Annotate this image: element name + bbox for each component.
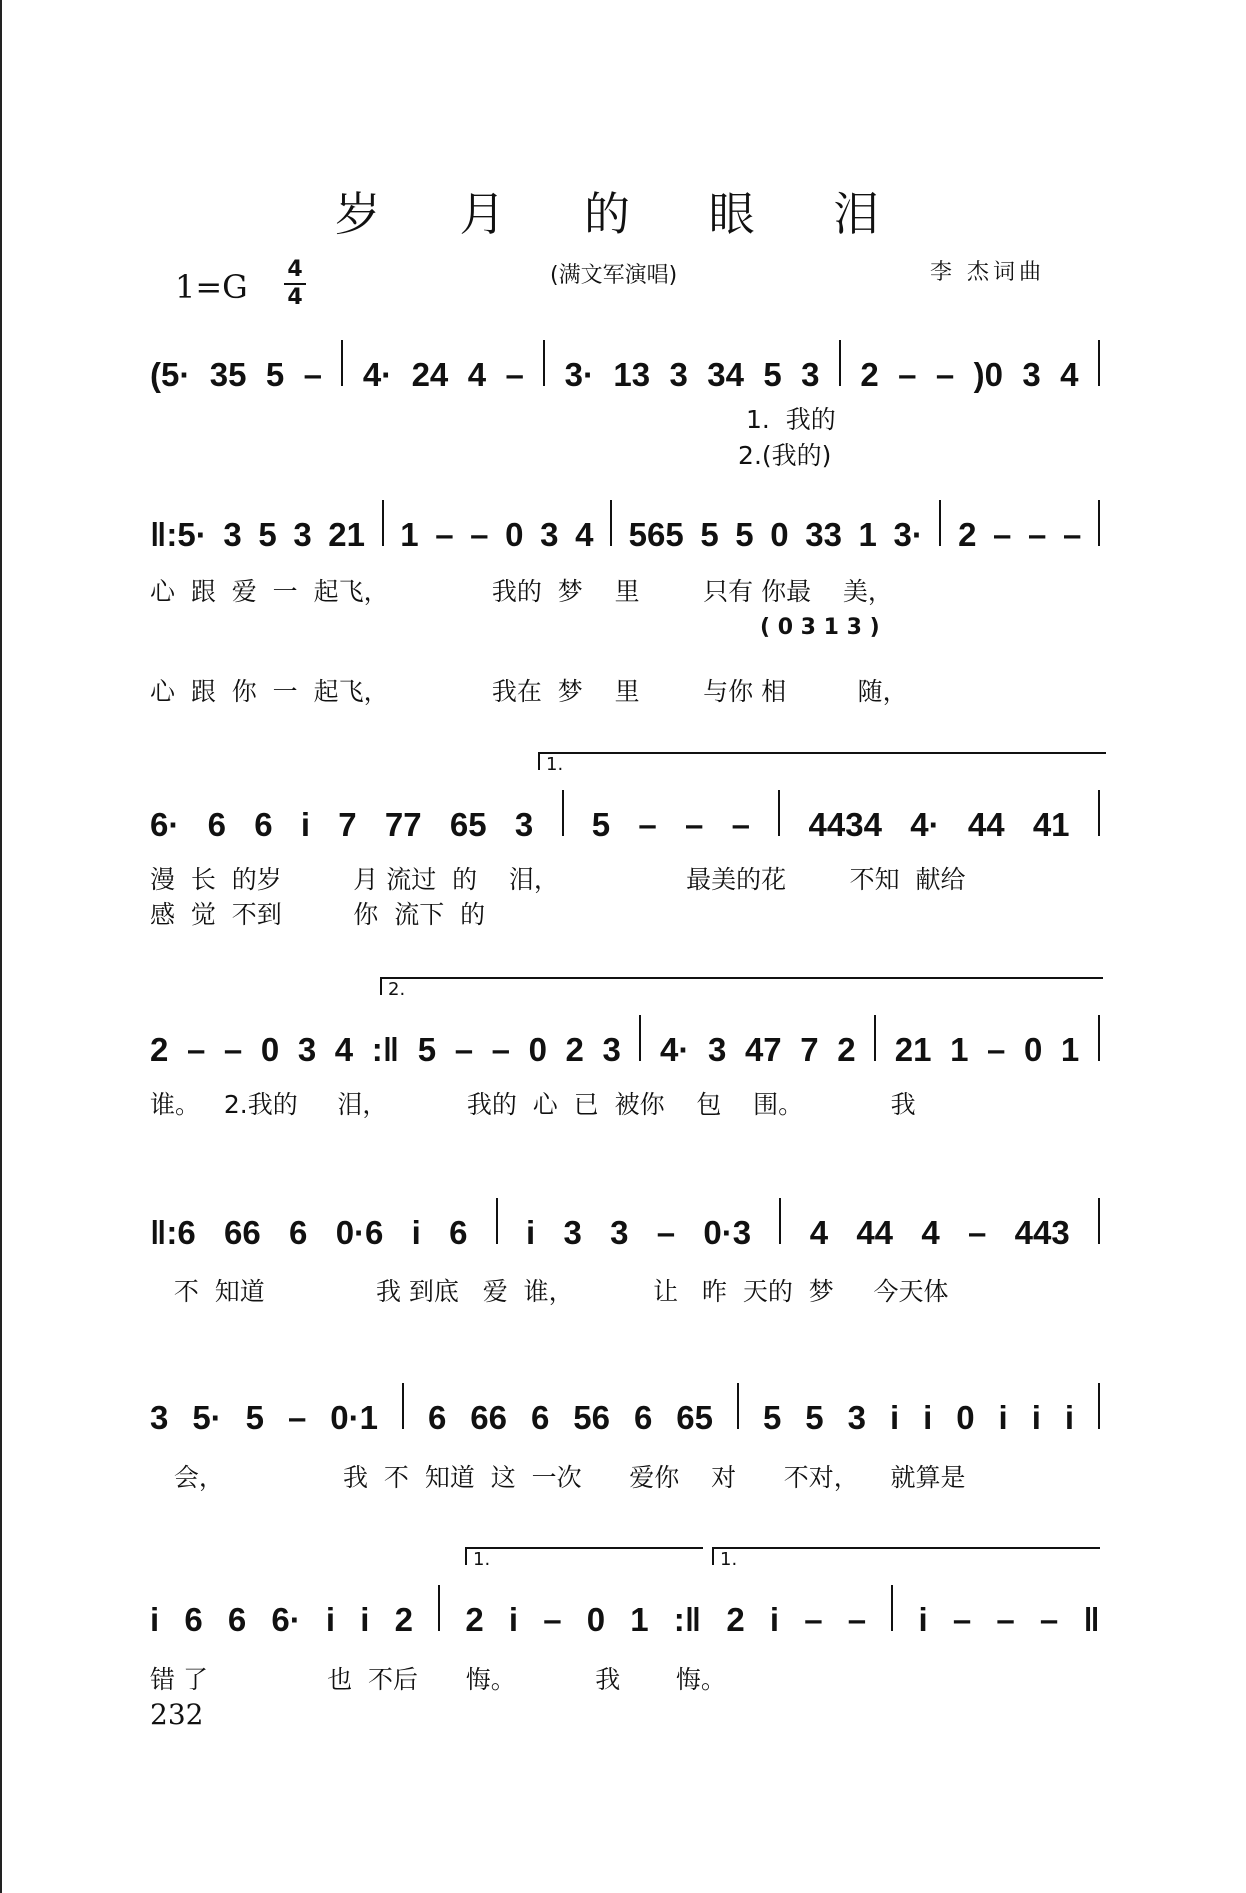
note: i [508, 1601, 519, 1638]
note: 5 [762, 1399, 782, 1436]
note: 6 [427, 1399, 447, 1436]
note: 1 [1060, 1031, 1080, 1068]
note: :‖ [371, 1031, 400, 1068]
barline [1098, 1015, 1100, 1061]
note: i [150, 1601, 160, 1638]
note: 35 [209, 356, 247, 393]
note: i [998, 1399, 1008, 1436]
note: – [491, 1031, 510, 1068]
note: i [300, 806, 311, 843]
note: – [505, 356, 524, 393]
staff-line [150, 1198, 1100, 1252]
barline [1098, 1198, 1100, 1244]
note: 77 [384, 806, 422, 843]
staff-line [150, 500, 1100, 554]
note: 0 [770, 516, 789, 553]
note: – [435, 516, 454, 553]
note: 56 [573, 1399, 610, 1436]
note: 1 [400, 516, 419, 553]
note: 6 [449, 1214, 468, 1251]
note: 0 [505, 516, 524, 553]
note: 6 [530, 1399, 550, 1436]
note: – [731, 806, 751, 843]
note: 4 [334, 1031, 354, 1068]
note: 3 [223, 516, 242, 553]
note: (5· [150, 356, 191, 393]
note: 5 [265, 356, 285, 393]
note: i [918, 1601, 928, 1638]
note: 3 [563, 1214, 582, 1251]
note: 0 [956, 1399, 975, 1436]
volta-bracket: 1. [465, 1547, 703, 1565]
barline [1098, 340, 1100, 386]
note: 565 [628, 516, 684, 553]
note: 4· [660, 1031, 690, 1068]
note: ‖:6 [150, 1214, 196, 1251]
note: – [685, 806, 704, 843]
meter-top: 4 [287, 257, 303, 282]
barline [1098, 500, 1100, 546]
note: 5 [591, 806, 611, 843]
note: 4 [809, 1214, 829, 1251]
barline [610, 500, 612, 546]
note: 1 [858, 516, 877, 553]
author-credit: 李 杰词曲 [930, 260, 1045, 285]
note: 3 [707, 1031, 727, 1068]
note: 0·1 [330, 1399, 378, 1436]
note: 6· [271, 1601, 301, 1638]
note: 0 [1023, 1031, 1043, 1068]
note: 2 [860, 356, 879, 393]
barline [341, 340, 343, 386]
note: 47 [744, 1031, 782, 1068]
note: 3 [540, 516, 559, 553]
note: – [967, 1214, 987, 1251]
note: 5 [735, 516, 754, 553]
note: 2 [565, 1031, 584, 1068]
note: – [470, 516, 489, 553]
barline [382, 500, 384, 546]
note: – [454, 1031, 474, 1068]
barline [839, 340, 841, 386]
note: 2 [958, 516, 977, 553]
note: 13 [613, 356, 651, 393]
barline [402, 1383, 404, 1429]
note: 5 [417, 1031, 437, 1068]
barline [438, 1585, 440, 1631]
note: i [889, 1399, 900, 1436]
note: – [898, 356, 917, 393]
note: 41 [1032, 806, 1070, 843]
note: 6 [254, 806, 273, 843]
note: 4 [921, 1214, 940, 1251]
note: 44 [967, 806, 1005, 843]
barline [891, 1585, 893, 1631]
staff-line [150, 1015, 1100, 1069]
note: 4 [575, 516, 594, 553]
note: 3· [564, 356, 594, 393]
note: 5 [258, 516, 277, 553]
note: 65 [449, 806, 487, 843]
note: 7 [338, 806, 357, 843]
note: 3 [293, 516, 312, 553]
note: 24 [411, 356, 449, 393]
note: – [993, 516, 1012, 553]
volta-bracket: 1. [538, 752, 1106, 770]
note: – [804, 1601, 823, 1638]
note: 6 [289, 1214, 308, 1251]
song-title: 岁 月 的 眼 泪 [334, 187, 912, 241]
staff-line [150, 1383, 1100, 1437]
barline [778, 790, 780, 836]
lyrics-line: 心 跟 爱 一 起飞， 我的 梦 里 只有 你最 美， [150, 577, 893, 606]
note: – [1028, 516, 1047, 553]
staff-line [150, 1585, 1100, 1639]
note: )0 [973, 356, 1003, 393]
note: 0 [586, 1601, 606, 1638]
barline [639, 1015, 641, 1061]
lyrics-line: 2.(我的) [150, 441, 832, 470]
note: 3 [801, 356, 820, 393]
note: 5 [763, 356, 782, 393]
barline [1098, 790, 1100, 836]
lyrics-line: 谁。 2.我的 泪， 我的 心 已 被你 包 围。 我 [150, 1090, 916, 1119]
note: – [287, 1399, 307, 1436]
time-signature [284, 258, 306, 310]
lyrics-line: 不 知道 我 到底 爱 谁， 让 昨 天的 梦 今天体 [150, 1277, 949, 1306]
note: i [769, 1601, 780, 1638]
note: 4· [910, 806, 940, 843]
note: 6· [150, 806, 180, 843]
note: 4· [362, 356, 393, 393]
note: – [543, 1601, 562, 1638]
note: 3 [297, 1031, 317, 1068]
key-signature: 1=G [175, 268, 248, 306]
note: 66 [224, 1214, 261, 1251]
note: i [411, 1214, 421, 1251]
note: 443 [1014, 1214, 1070, 1251]
note: 3· [893, 516, 923, 553]
note: 2 [726, 1601, 745, 1638]
note: 7 [800, 1031, 819, 1068]
note: 33 [805, 516, 842, 553]
note: 5· [192, 1399, 222, 1436]
note: 0·6 [335, 1214, 384, 1251]
note: i [526, 1214, 536, 1251]
note: – [303, 356, 322, 393]
note: 4434 [808, 806, 882, 843]
note: i [923, 1399, 933, 1436]
note: – [638, 806, 657, 843]
note: i [1064, 1399, 1074, 1436]
note: 66 [470, 1399, 507, 1436]
volta-bracket-2: 1. [712, 1547, 1100, 1565]
note: 1 [950, 1031, 969, 1068]
note: 2 [837, 1031, 856, 1068]
barline [562, 790, 564, 836]
note: – [987, 1031, 1006, 1068]
note: – [223, 1031, 243, 1068]
barline [1098, 1383, 1100, 1429]
note: 6 [633, 1399, 653, 1436]
note: 5 [805, 1399, 824, 1436]
page-number: 232 [150, 1698, 204, 1731]
note: 6 [227, 1601, 247, 1638]
note: – [952, 1601, 972, 1638]
note: 4 [467, 356, 487, 393]
note: 3 [669, 356, 688, 393]
note: 6 [207, 806, 226, 843]
singer-credit: (满文军演唱) [550, 263, 678, 288]
note: 3 [514, 806, 534, 843]
volta-bracket: 2. [380, 977, 1103, 995]
note: i [1031, 1399, 1041, 1436]
note: – [847, 1601, 867, 1638]
note: :‖ [673, 1601, 702, 1638]
note: 4 [1060, 356, 1079, 393]
note: 34 [707, 356, 744, 393]
barline [939, 500, 941, 546]
note: 3 [602, 1031, 621, 1068]
note: 21 [328, 516, 365, 553]
barline [543, 340, 545, 386]
note: 5 [700, 516, 719, 553]
note: – [1062, 516, 1082, 553]
note: – [186, 1031, 206, 1068]
note: 5 [245, 1399, 264, 1436]
note: ‖ [1083, 1601, 1100, 1638]
note: 3 [610, 1214, 629, 1251]
note: 0 [260, 1031, 280, 1068]
alternate-notes: ( 0 3 1 3 ) [760, 615, 880, 640]
note: – [656, 1214, 676, 1251]
note: 21 [894, 1031, 932, 1068]
barline [496, 1198, 498, 1244]
note: 2 [394, 1601, 413, 1638]
note: ‖:5· [150, 516, 207, 553]
note: i [360, 1601, 370, 1638]
meter-bottom: 4 [287, 285, 303, 310]
note: i [325, 1601, 336, 1638]
note: 0 [528, 1031, 547, 1068]
barline [779, 1198, 781, 1244]
note: 65 [676, 1399, 714, 1436]
note: 2 [150, 1031, 169, 1068]
lyrics-line: 1. 我的 [150, 405, 836, 434]
lyrics-line: 漫 长 的岁 月 流过 的 泪， 最美的花 不知 献给 [150, 865, 966, 894]
barline [737, 1383, 739, 1429]
note: 6 [184, 1601, 203, 1638]
note: 2 [465, 1601, 484, 1638]
note: 44 [856, 1214, 894, 1251]
lyrics-line: 心 跟 你 一 起飞， 我在 梦 里 与你 相 随， [150, 677, 908, 706]
note: 1 [630, 1601, 649, 1638]
barline [874, 1015, 876, 1061]
note: – [1039, 1601, 1059, 1638]
note: 0·3 [703, 1214, 752, 1251]
staff-line [150, 790, 1100, 844]
note: – [935, 356, 955, 393]
lyrics-line: 会， 我 不 知道 这 一次 爱你 对 不对， 就算是 [150, 1463, 966, 1492]
lyrics-line: 感 觉 不到 你 流下 的 [150, 900, 486, 929]
note: 3 [1022, 356, 1041, 393]
lyrics-line: 错 了 也 不后 悔。 我 悔。 [150, 1665, 726, 1694]
note: – [996, 1601, 1015, 1638]
note: 3 [847, 1399, 866, 1436]
note: 3 [150, 1399, 169, 1436]
staff-line [150, 340, 1100, 394]
page-edge [0, 0, 2, 1893]
